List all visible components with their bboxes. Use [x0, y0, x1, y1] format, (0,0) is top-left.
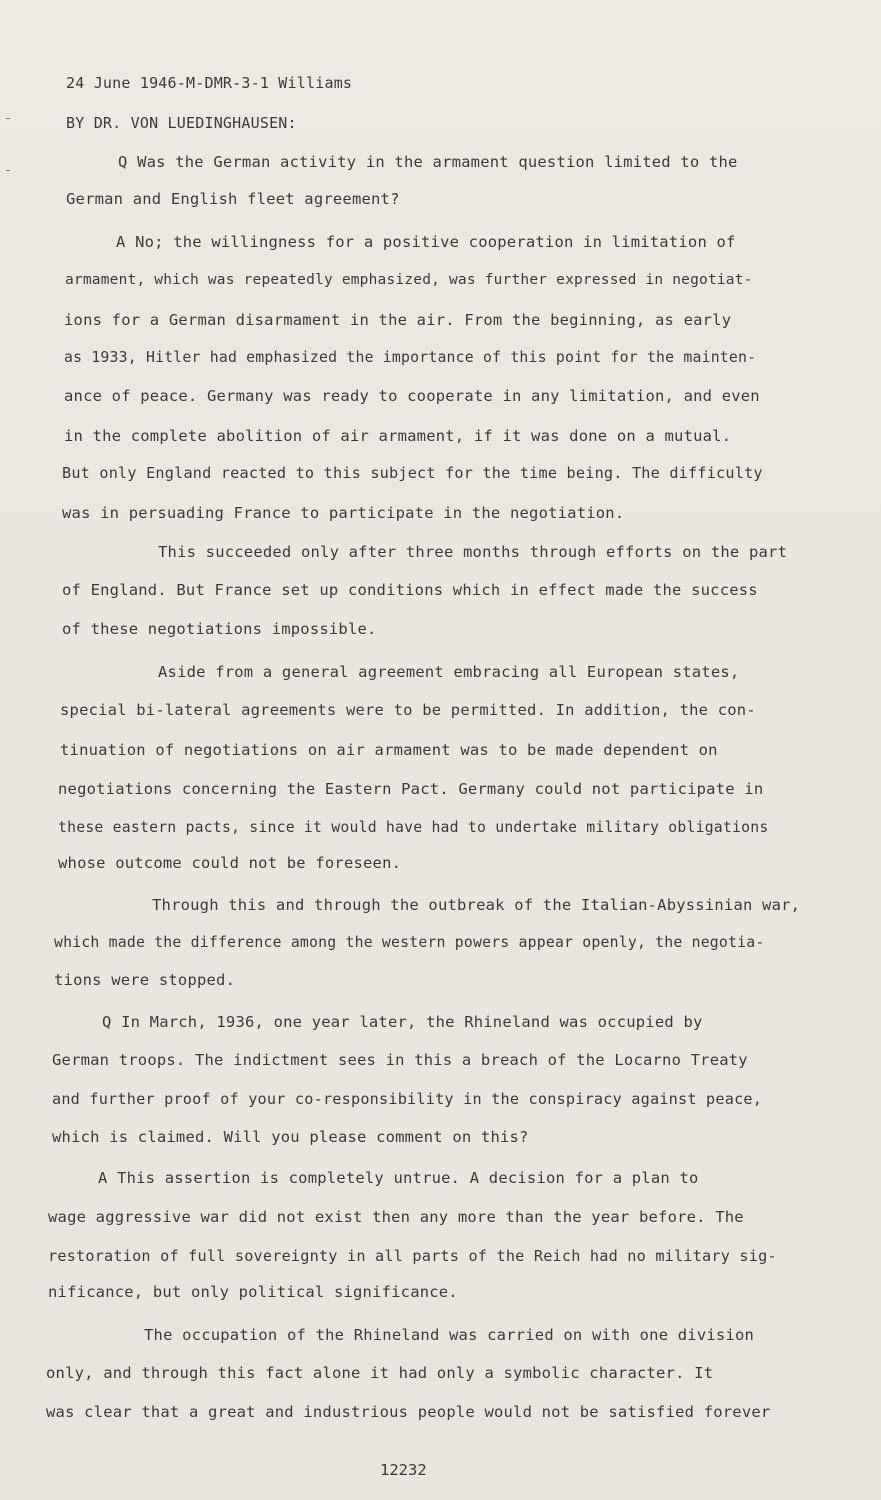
text-line: was clear that a great and industrious people would not be satisfied forever — [46, 1403, 771, 1421]
text-line: German troops. The indictment sees in this a breach of the Locarno Treaty — [52, 1051, 748, 1069]
text-line: which made the difference among the western powers appear openly, the negotia- — [54, 934, 765, 951]
text-line: This succeeded only after three months through efforts on the part — [158, 543, 788, 561]
text-line: negotiations concerning the Eastern Pact. Germany could not participate in — [58, 780, 764, 798]
text-line: tions were stopped. — [54, 971, 236, 989]
text-line: But only England reacted to this subject for the time being. The difficulty — [62, 464, 763, 482]
text-line: ions for a German disarmament in the air. From the beginning, as early — [64, 311, 732, 329]
text-line: whose outcome could not be foreseen. — [58, 854, 402, 872]
document-header: 24 June 1946-M-DMR-3-1 Williams — [66, 74, 353, 92]
margin-mark — [6, 170, 10, 171]
margin-mark — [6, 118, 10, 119]
text-line: of England. But France set up conditions which in effect made the success — [62, 581, 758, 599]
text-line: A No; the willingness for a positive cooperation in limitation of — [116, 233, 736, 251]
text-line: ance of peace. Germany was ready to cooperate in any limitation, and even — [64, 387, 760, 405]
text-line: The occupation of the Rhineland was carried on with one division — [144, 1326, 755, 1344]
text-line: Through this and through the outbreak of the Italian-Abyssinian war, — [152, 896, 801, 914]
text-line: Aside from a general agreement embracing all European states, — [158, 663, 740, 681]
text-line: only, and through this fact alone it had only a symbolic character. It — [46, 1364, 714, 1382]
text-line: Q In March, 1936, one year later, the Rhineland was occupied by — [102, 1013, 703, 1031]
text-line: nificance, but only political significance. — [48, 1283, 458, 1301]
page-number: 12232 — [380, 1461, 427, 1479]
text-line: restoration of full sovereignty in all parts of the Reich had no military sig- — [48, 1247, 777, 1265]
text-line: special bi-lateral agreements were to be permitted. In addition, the con- — [60, 701, 756, 719]
text-line: armament, which was repeatedly emphasized, was further expressed in negotiat- — [65, 272, 753, 288]
examiner-label: BY DR. VON LUEDINGHAUSEN: — [66, 114, 297, 132]
text-line: tinuation of negotiations on air armament was to be made dependent on — [60, 741, 718, 759]
text-line: as 1933, Hitler had emphasized the importance of this point for the mainten- — [64, 349, 757, 366]
text-line: was in persuading France to participate in the negotiation. — [62, 504, 625, 522]
text-line: Q Was the German activity in the armament question limited to the — [118, 153, 738, 171]
text-line: wage aggressive war did not exist then any more than the year before. The — [48, 1208, 744, 1226]
text-line: A This assertion is completely untrue. A decision for a plan to — [98, 1169, 699, 1187]
text-line: and further proof of your co-responsibility in the conspiracy against peace, — [52, 1090, 763, 1108]
text-line: German and English fleet agreement? — [66, 190, 400, 208]
text-line: of these negotiations impossible. — [62, 620, 377, 638]
text-line: these eastern pacts, since it would have had to undertake military obligations — [58, 819, 769, 836]
text-line: in the complete abolition of air armament, if it was done on a mutual. — [64, 427, 732, 445]
text-line: which is claimed. Will you please comment on this? — [52, 1128, 529, 1146]
